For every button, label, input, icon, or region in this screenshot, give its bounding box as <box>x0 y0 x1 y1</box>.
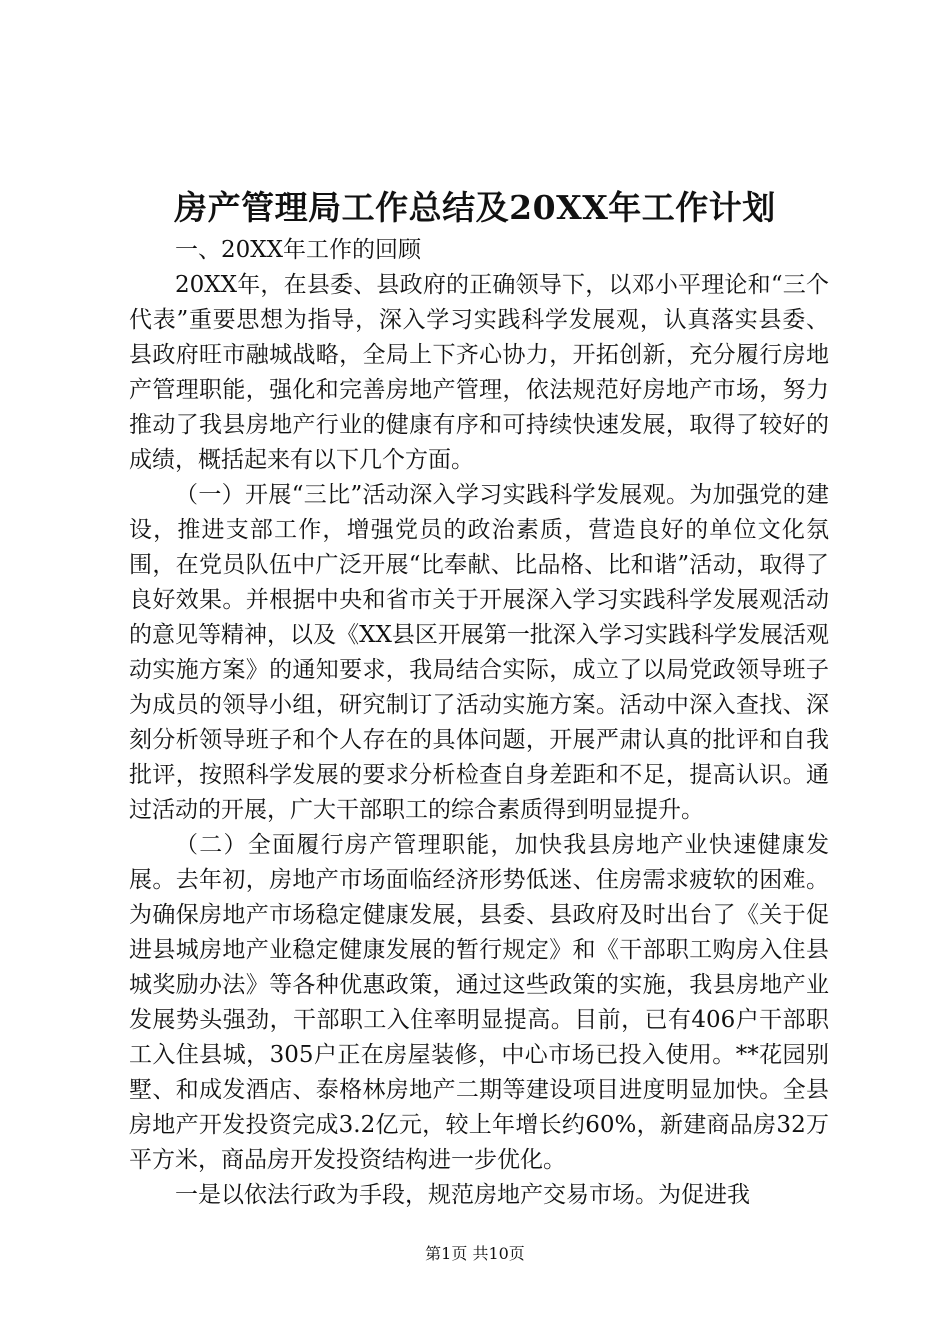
body-paragraph: 一是以依法行政为手段，规范房地产交易市场。为促进我 <box>175 1182 750 1208</box>
body-paragraph: 20XX年，在县委、县政府的正确领导下，以邓小平理论和“三个代表”重要思想为指导，深入学习实践科学发展观，认真落实县委、县政府旺市融城战略，全局上下齐心协力，开拓创新，充分履行房地产管理职能，强化和完善房地产管理，依法规范好房地产市场，努力推动了我县房地产行业的健康有序和可持续快速发展，取得了较好的成绩，概括起来有以下几个方面。 <box>129 272 829 473</box>
document-body <box>129 233 829 1213</box>
body-paragraph: （二）全面履行房产管理职能，加快我县房地产业快速健康发展。去年初，房地产市场面临经济形势低迷、住房需求疲软的困难。为确保房地产市场稳定健康发展，县委、县政府及时出台了《关于促进县城房地产业稳定健康发展的暂行规定》和《干部职工购房入住县城奖励办法》等各种优惠政策，通过这些政策的实施，我县房地产业发展势头强劲，干部职工入住率明显提高。目前，已有406户干部职工入住县城，305户正在房屋装修，中心市场已投入使用。**花园别墅、和成发酒店、泰格林房地产二期等建设项目进度明显加快。全县房地产开发投资完成3.2亿元，较上年增长约60%，新建商品房32万平方米，商品房开发投资结构进一步优化。 <box>129 832 829 1173</box>
body-paragraph: （一）开展“三比”活动深入学习实践科学发展观。为加强党的建设，推进支部工作，增强党员的政治素质，营造良好的单位文化氛围，在党员队伍中广泛开展“比奉献、比品格、比和谐”活动，取得了良好效果。并根据中央和省市关于开展深入学习实践科学发展观活动的意见等精神，以及《XX县区开展第一批深入学习实践科学发展活观动实施方案》的通知要求，我局结合实际，成立了以局党政领导班子为成员的领导小组，研究制订了活动实施方案。活动中深入查找、深刻分析领导班子和个人存在的具体问题，开展严肃认真的批评和自我批评，按照科学发展的要求分析检查自身差距和不足，提高认识。通过活动的开展，广大干部职工的综合素质得到明显提升。 <box>129 482 829 823</box>
page-number: 第1页 共10页 <box>425 1244 525 1263</box>
document-title: 房产管理局工作总结及20XX年工作计划 <box>174 188 776 227</box>
section-heading: 一、20XX年工作的回顾 <box>175 237 422 263</box>
